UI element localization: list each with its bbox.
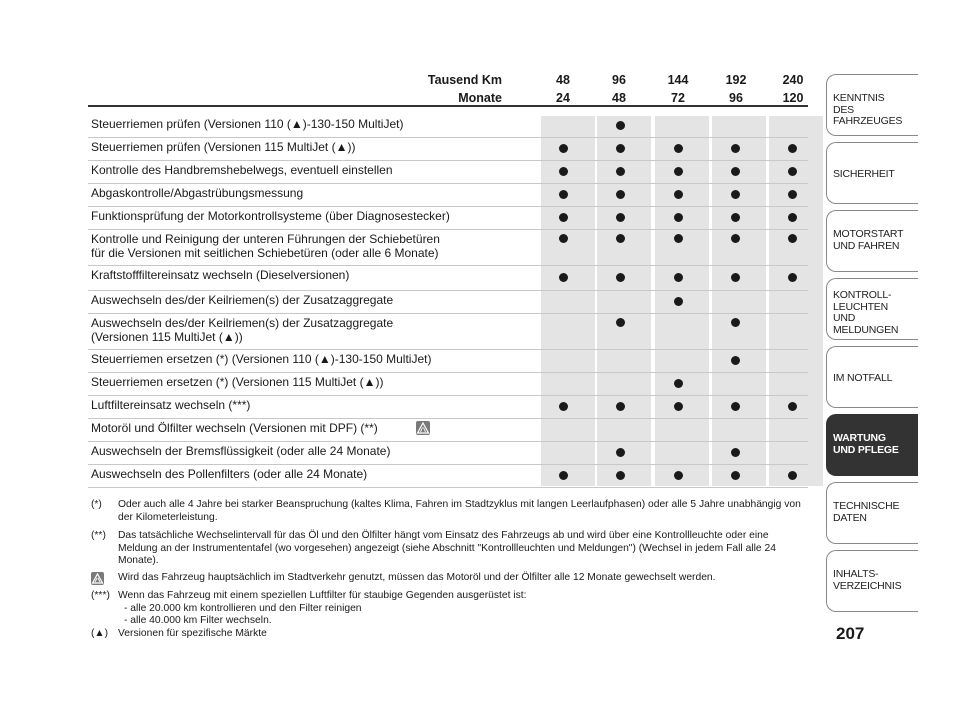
task-label-line: (Versionen 115 MultiJet (▲)) [91, 330, 243, 344]
row-divider [88, 206, 808, 207]
task-label-line: Steuerriemen prüfen (Versionen 110 (▲)-130-150 MultiJet) [91, 117, 404, 131]
interval-mark-dot [731, 190, 740, 199]
footnote-mark: (**) [91, 530, 106, 541]
task-label [91, 421, 378, 435]
task-label-line: Kontrolle des Handbremshebelwegs, eventuell einstellen [91, 163, 393, 177]
task-label-line: Steuerriemen ersetzen (*) (Versionen 115 MultiJet (▲)) [91, 375, 384, 389]
chapter-tab[interactable] [826, 278, 918, 340]
chapter-tab-label: LEUCHTEN [833, 300, 888, 313]
header-month-value: 48 [612, 91, 626, 105]
row-divider [88, 441, 808, 442]
interval-mark-dot [674, 273, 683, 282]
chapter-tab-label: DATEN [833, 511, 867, 524]
interval-mark-dot [731, 144, 740, 153]
chapter-tab[interactable] [826, 346, 918, 408]
interval-mark-dot [616, 213, 625, 222]
header-km-value: 240 [782, 73, 804, 87]
interval-mark-dot [616, 402, 625, 411]
task-label [91, 398, 250, 412]
header-km-value: 192 [725, 73, 747, 87]
footnote-mark: (▲) [91, 628, 109, 639]
footnote-1 [91, 499, 801, 525]
row-divider [88, 349, 808, 350]
footnote-2 [91, 530, 801, 568]
interval-mark-dot [788, 167, 797, 176]
header-month-value: 72 [671, 91, 685, 105]
header-month-value: 24 [556, 91, 570, 105]
interval-mark-dot [674, 213, 683, 222]
task-label-line: Motoröl und Ölfilter wechseln (Versionen mit DPF) (**) [91, 421, 378, 435]
row-divider [88, 395, 808, 396]
footnote-4 [91, 590, 801, 628]
header-months-label: Monate [458, 91, 502, 105]
interval-mark-dot [788, 471, 797, 480]
interval-mark-dot [674, 297, 683, 306]
task-label-line: Auswechseln des/der Keilriemen(s) der Zusatzaggregate [91, 316, 394, 330]
chapter-tab-label: UND MELDUNGEN [833, 312, 899, 336]
interval-mark-dot [559, 213, 568, 222]
chapter-tab-label: WARTUNG [833, 432, 886, 444]
task-label [91, 316, 393, 344]
footnote-text: Wird das Fahrzeug hauptsächlich im Stadtverkehr genutzt, müssen das Motoröl und der Ölfilter alle 12 Monate gewechselt werden. [118, 572, 716, 583]
row-divider [88, 265, 808, 266]
task-label-line: Auswechseln der Bremsflüssigkeit (oder alle 24 Monate) [91, 444, 391, 458]
interval-mark-dot [788, 190, 797, 199]
interval-mark-dot [616, 234, 625, 243]
interval-mark-dot [616, 144, 625, 153]
footnote-text: Das tatsächliche Wechselintervall für das Öl und den Ölfilter hängt vom Einsatz des Fahrzeugs ab und wird über eine Kontrollleuchte oder eine Meldung an der Instrumententafel (wo vorgesehen) angezeigt (siehe Abschnitt "Kontrollleuchten und Meldungen") (Wechsel in jedem Fall alle 24 Monate). [118, 530, 776, 566]
interval-mark-dot [731, 356, 740, 365]
interval-mark-dot [788, 213, 797, 222]
chapter-tab[interactable] [826, 482, 918, 544]
footnote-text: Versionen für spezifische Märkte [118, 628, 267, 639]
interval-mark-dot [674, 379, 683, 388]
interval-mark-dot [559, 471, 568, 480]
chapter-tab-active[interactable] [826, 414, 918, 476]
chapter-tab-label: SICHERHEIT [833, 168, 895, 180]
footnote-text: Wenn das Fahrzeug mit einem speziellen Luftfilter für staubige Gegenden ausgerüstet ist: [118, 590, 527, 601]
interval-mark-dot [731, 471, 740, 480]
row-divider [88, 229, 808, 230]
task-label-line: für die Versionen mit seitlichen Schiebetüren (oder alle 6 Monate) [91, 246, 439, 260]
task-label [91, 293, 393, 307]
footnote-subitem: - alle 20.000 km kontrollieren und den Filter reinigen [124, 602, 362, 614]
task-label [91, 186, 303, 200]
row-divider [88, 183, 808, 184]
header-km-value: 96 [612, 73, 626, 87]
footnote-5 [91, 628, 801, 642]
chapter-tab-label: TECHNISCHE [833, 500, 900, 512]
chapter-tab[interactable] [826, 550, 918, 612]
header-month-value: 96 [729, 91, 743, 105]
interval-mark-dot [559, 234, 568, 243]
interval-mark-dot [616, 167, 625, 176]
task-label [91, 444, 390, 458]
interval-mark-dot [674, 190, 683, 199]
interval-mark-dot [616, 318, 625, 327]
interval-mark-dot [731, 234, 740, 243]
chapter-tab-label: UND PFLEGE [833, 443, 899, 456]
footnote-mark: (***) [91, 590, 110, 601]
header-km-value: 48 [556, 73, 570, 87]
interval-mark-dot [788, 234, 797, 243]
interval-mark-dot [674, 234, 683, 243]
interval-mark-dot [731, 167, 740, 176]
interval-mark-dot [788, 273, 797, 282]
interval-mark-dot [731, 448, 740, 457]
task-label-line: Auswechseln des Pollenfilters (oder alle 24 Monate) [91, 467, 368, 481]
chapter-tab-label: KENNTNIS [833, 92, 885, 104]
chapter-tab-label: IM NOTFALL [833, 372, 893, 384]
task-label [91, 352, 431, 366]
footnote-subitem: - alle 40.000 km Filter wechseln. [124, 615, 272, 626]
interval-mark-dot [616, 273, 625, 282]
interval-mark-dot [559, 144, 568, 153]
header-km-label: Tausend Km [427, 73, 502, 87]
interval-mark-dot [559, 402, 568, 411]
interval-mark-dot [559, 167, 568, 176]
task-label-line: Luftfiltereinsatz wechseln (***) [91, 398, 251, 412]
chapter-tab[interactable] [826, 142, 918, 204]
interval-mark-dot [788, 402, 797, 411]
row-divider [88, 160, 808, 161]
chapter-tab[interactable] [826, 74, 918, 136]
interval-mark-dot [674, 402, 683, 411]
interval-mark-dot [559, 273, 568, 282]
row-divider [88, 290, 808, 291]
interval-mark-dot [616, 448, 625, 457]
row-divider [88, 313, 808, 314]
row-divider [88, 464, 808, 465]
task-label-line: Steuerriemen prüfen (Versionen 115 MultiJet (▲)) [91, 140, 356, 154]
task-label [91, 209, 450, 223]
page-number: 207 [836, 624, 865, 643]
warning-road-icon [91, 572, 104, 585]
footnote-3 [91, 572, 801, 586]
header-km-value: 144 [667, 73, 689, 87]
row-divider [88, 137, 808, 138]
task-label [91, 268, 349, 282]
task-label-line: Kontrolle und Reinigung der unteren Führungen der Schiebetüren [91, 232, 440, 246]
task-label [91, 232, 440, 260]
header-divider [88, 105, 808, 107]
chapter-tab-label: MOTORSTART [833, 228, 904, 240]
header-month-value: 120 [782, 91, 804, 105]
task-label [91, 163, 393, 177]
interval-mark-dot [731, 213, 740, 222]
interval-mark-dot [616, 190, 625, 199]
task-label-line: Funktionsprüfung der Motorkontrollsysteme (über Diagnosestecker) [91, 209, 450, 223]
task-label [91, 140, 355, 154]
chapter-tab[interactable] [826, 210, 918, 272]
row-divider [88, 372, 808, 373]
interval-mark-dot [788, 144, 797, 153]
task-label [91, 117, 403, 131]
task-label [91, 467, 367, 481]
row-divider [88, 487, 808, 488]
interval-mark-dot [674, 167, 683, 176]
chapter-tab-label: INHALTS- [833, 568, 879, 580]
row-divider [88, 418, 808, 419]
interval-mark-dot [674, 144, 683, 153]
footnote-text: Oder auch alle 4 Jahre bei starker Beanspruchung (kaltes Klima, Fahren im Stadtzyklus mit langen Leerlaufphasen) oder alle 5 Jahre unabhängig von der Kilometerleistung. [118, 499, 801, 523]
interval-mark-dot [616, 471, 625, 480]
interval-mark-dot [616, 121, 625, 130]
task-label-line: Kraftstofffiltereinsatz wechseln (Dieselversionen) [91, 268, 350, 282]
chapter-tab-label: KONTROLL- [833, 289, 892, 301]
task-label-line: Abgaskontrolle/Abgastrübungsmessung [91, 186, 304, 200]
interval-mark-dot [674, 471, 683, 480]
footnote-mark: (*) [91, 499, 102, 510]
footnote-text-group [118, 590, 808, 628]
chapter-tab-label: VERZEICHNIS [833, 579, 902, 592]
warning-road-icon [416, 421, 430, 435]
task-label-line: Steuerriemen ersetzen (*) (Versionen 110 (▲)-130-150 MultiJet) [91, 352, 432, 366]
interval-column-shade [541, 116, 595, 486]
task-label [91, 375, 383, 389]
chapter-tab-label: UND FAHREN [833, 239, 900, 252]
chapter-tab-label: DES FAHRZEUGES [833, 103, 903, 127]
task-label-line: Auswechseln des/der Keilriemen(s) der Zusatzaggregate [91, 293, 394, 307]
interval-mark-dot [731, 402, 740, 411]
interval-mark-dot [731, 273, 740, 282]
interval-mark-dot [559, 190, 568, 199]
interval-mark-dot [731, 318, 740, 327]
